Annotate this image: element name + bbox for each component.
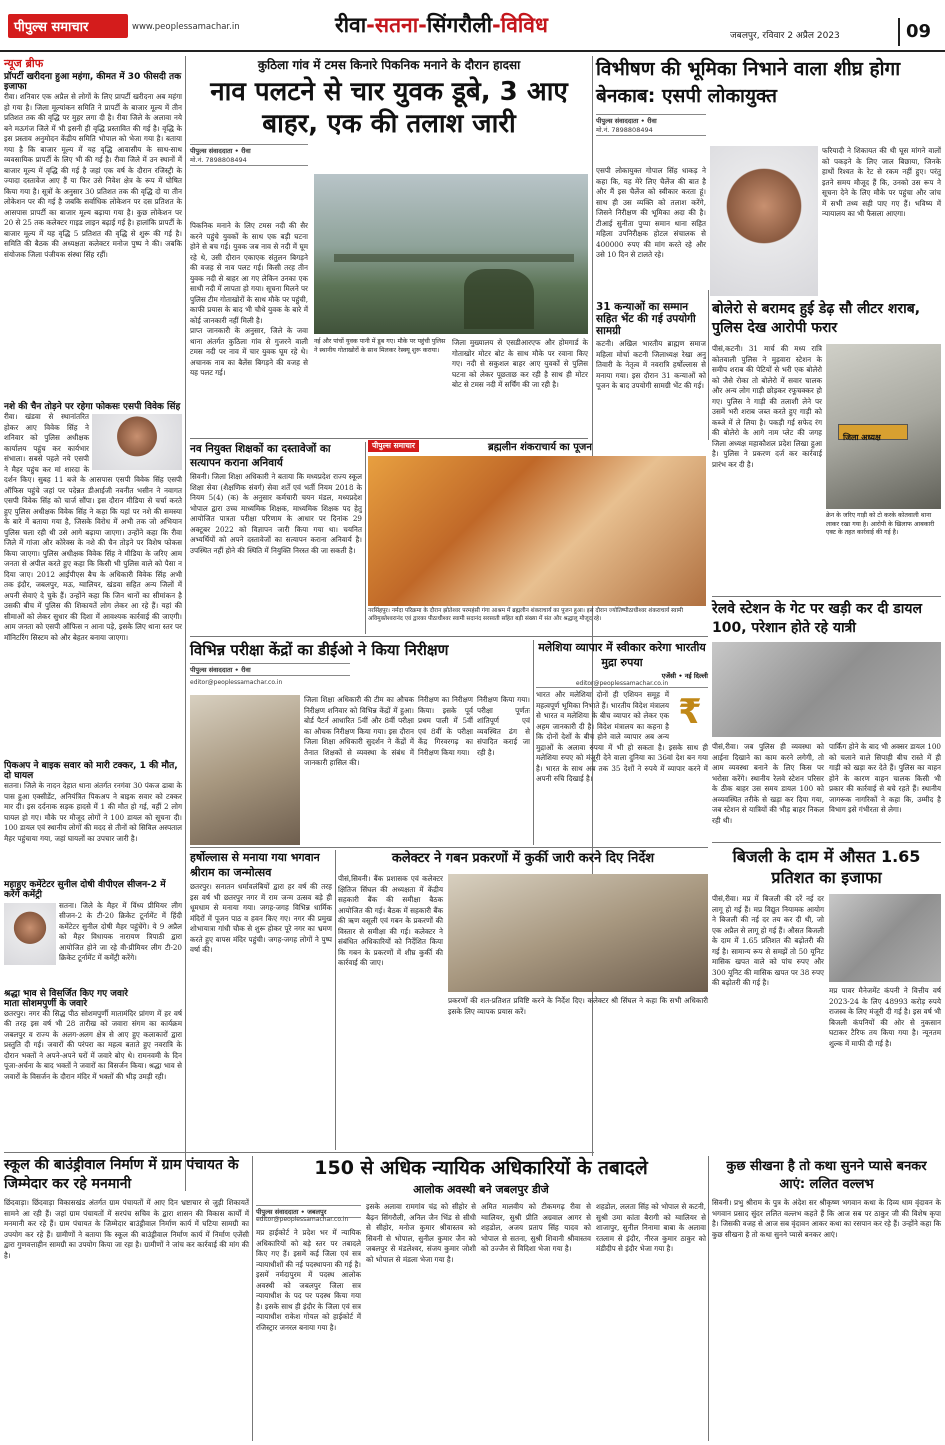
boundary-story xyxy=(4,1156,249,1441)
section-divider xyxy=(190,636,708,637)
boundary-headline: स्कूल की बाउंड्रीवाल निर्माण में ग्राम पंचायत के जिम्मेदार कर रहे मनमानी xyxy=(4,1157,239,1192)
sp-lokayukta-photo xyxy=(710,146,818,296)
transfer-body-col2: इसके अलावा रामगांव चंद्र को सीहोर से बैढ़न सिंगरौली, अनिल जैन भिंड से सीधी से सीहोर, मनोज कुमार श्रीवास्तव को सिवनी से भोपाल, सुनील कुमार जैन को जबलपुर से मंडलेश्वर, संजय कुमार जोशी को भोपाल से मंडला भेजा गया है। xyxy=(366,1202,476,1264)
masthead xyxy=(0,0,945,50)
lead-byline: पीपुल्स संवाददाता • रीवा मो.नं. 7898808494 xyxy=(190,144,308,166)
column-divider xyxy=(185,56,186,1191)
bolero-headline: बोलेरो से बरामद हुई डेढ़ सौ लीटर शराब, पुलिस देख आरोपी फरार xyxy=(712,301,921,336)
sp-story xyxy=(596,56,941,301)
section-divider xyxy=(190,847,708,848)
lead-body: पिकनिक मनाने के लिए टमस नदी की सैर करने पहुंचे युवकों के साथ एक बड़ी घटना होने से बच गई। युवक जब नाव से नदी में घूम रहे थे, उसी दौरान एकाएक संतुलन बिगड़ने की वजह से नाव पलट गई। किसी तरह तीन युवक नदी से बाहर आ गए लेकिन उनका एक साथी नदी में लापता हो गया। सूचना मिलने पर पुलिस टीम गोताखोरों के साथ मौके पर पहुंची, काफी प्रयास के बाद भी चौथे युवक के बारे में कोई जानकारी नहीं मिली है। xyxy=(190,221,309,325)
brief-item xyxy=(4,72,182,398)
dio-body: निरीक्षण किया गया। परीक्षा पूर्णतः शांतिपूर्ण एवं व्यवस्थित ढंग से संपादित कराई जा रही है। xyxy=(477,695,530,757)
collector-meeting-photo xyxy=(448,874,708,992)
kanya-headline: 31 कन्याओं का सम्मान सहित भेंट की गई उपयोगी सामग्री xyxy=(596,301,696,337)
sp-body: एसपी लोकायुक्त गोपाल सिंह धाकड़ ने कहा कि, यह मेरे लिए चैलेंज की बात है और मैं इस चैलेंज को स्वीकार करता हूं। साथ ही उस व्यक्ति को तलाश करेंगे, जिसने निरीक्षण की भूमिका अदा की है। टीआई सुनीता पुप्पा समान थाना सहित महिला उपनिरीक्षक होटल संचालक से 400000 रुपए की मांग करते रहे और उसे 10 दिन से टालते रहे। xyxy=(596,166,706,259)
dio-story xyxy=(190,640,530,845)
kanya-body: कटनी। अखिल भारतीय ब्राह्मण समाज महिला मोर्चा कटनी जिलाध्यक्ष रेखा अनु तिवारी के नेतृत्व में नवरात्रि हर्षोल्लास से मनाया गया। इस दौरान 31 कन्याओं को पूजन के बाद उपयोगी सामग्री भेंट की गई। xyxy=(596,339,706,391)
bijli-body: पीसं,रीवा। मप्र में बिजली की दरें नई दर लागू हो गई हैं। मप्र विद्युत नियामक आयोग ने बिजली की नई दर तय कर दी थी, जो एक अप्रैल से लागू हो गई हैं। औसत बिजली के दाम में 1.65 प्रतिशत की बढ़ोतरी की गई है। सामान्य रूप से समझें तो 50 यूनिट मासिक खपत वाले को पांच रुपए और 300 यूनिट की मासिक खपत पर 38 रुपए की बढ़ोतरी की गई है। xyxy=(712,894,825,987)
masthead-rule xyxy=(0,50,945,52)
dio-email[interactable]: editor@peoplessamachar.co.in xyxy=(190,679,283,686)
boundary-body: छिंदवाड़ा। छिंदवाड़ा विकासखंड अंतर्गत ग्राम पंचायतों में आए दिन भ्रष्टाचार से जुड़ी शिकायतें सामने आ रही हैं। जहां ग्राम पंचायतों में सरपंच सचिव के द्वारा शासन की विकास कार्यों में मनमानी कर रहे हैं। ग्राम पंचायत के जिम्मेदार बाउंड्रीवाल निर्माण कार्य में घटिया सामग्री का उपयोग कर रहे हैं। ग्रामीणों ने बताया कि स्कूल की बाउंड्रीवाल निर्माण कार्य में निर्माण एजेंसी द्वारा गुणवत्ताहीन सामग्री का उपयोग किया जा रहा है। ग्रामीणों ने जांच कर कार्रवाई की मांग की है। xyxy=(4,1198,249,1260)
rupee-icon: ₹ xyxy=(678,692,702,732)
transfer-story xyxy=(256,1156,706,1441)
railway-headline: रेलवे स्टेशन के गेट पर खड़ी कर दी डायल 100, परेशान होते रहे यात्री xyxy=(712,601,922,636)
sp-headline: विभीषण की भूमिका निभाने वाला शीघ्र होगा बेनकाब: एसपी लोकायुक्त xyxy=(596,58,901,107)
boat-accident-photo xyxy=(314,174,588,334)
column-divider xyxy=(533,640,534,845)
ramnavami-headline: हर्षोल्लास से मनाया गया भगवान श्रीराम का जन्मोत्सव xyxy=(190,851,320,879)
dio-body: निरीक्षण का निरीक्षण किया। इसके पूर्व प्रथम पाली में 5वीं एवं 8वीं के परीक्षा केंद्र गिरवरगढ़ का निरीक्षण किया गया। xyxy=(418,695,473,757)
collector-body-col2: प्रकरणों की शत-प्रतिशत प्रविष्टि करने के निर्देश दिए। कलेक्टर श्री सिंघल ने कहा कि सभी अधिकारी इसके लिए व्यापक प्रयास करें। xyxy=(448,996,708,1016)
brief-headline: पिकअप ने बाइक सवार को मारी टक्कर, 1 की मौत, दो घायल xyxy=(4,761,178,782)
lead-photo-caption: नई और पांचों युवक पानी में डूब गए। मौके पर पहुंची पुलिस ने स्थानीय गोताखोरों के साथ मिलकर रेस्क्यू शुरू कराया। xyxy=(314,338,446,354)
brief-column xyxy=(4,56,182,1191)
bijli-photo xyxy=(829,894,941,982)
shiksha-story xyxy=(190,442,362,634)
feature-headline: ब्रह्मलीन शंकराचार्य का पूजन xyxy=(488,442,592,453)
column-divider xyxy=(365,442,366,634)
lead-kicker: कुठिला गांव में टमस किनारे पिकनिक मनाने के दौरान हादसा xyxy=(257,58,521,72)
transfer-body-col3: अमित मालवीय को टीकमगढ़ रीवा से ग्वालियर, सुश्री प्रीति अग्रवाल आगर से शहडोल, अजय प्रताप सिंह यादव को भोपाल से सतना, सुश्री शिवानी श्रीवास्तव को उज्जैन से विदिशा भेजा गया है। xyxy=(481,1202,591,1253)
ramnavami-body: छतरपुर। सनातन धर्मावलंबियों द्वारा हर वर्ष की तरह इस वर्ष भी छतरपुर नगर में राम जन्म उत्सव बड़े ही धूमधाम से मनाया गया। जगह-जगह विभिन्न धार्मिक मंदिरों में पूजन पाठ व हवन किए गए। नगर की प्रमुख शोभायात्रा गांधी चौक से शुरू होकर पूरे नगर का भ्रमण करते हुए वापस मंदिर पहुंची। जगह-जगह लोगों ने पुष्प वर्षा की। xyxy=(190,882,332,954)
malaysia-email[interactable]: editor@peoplessamachar.co.in xyxy=(536,680,708,688)
section-divider xyxy=(712,842,941,843)
exam-photo xyxy=(190,695,300,845)
collector-story xyxy=(338,850,708,1150)
brief-headline: प्रॉपर्टी खरीदना हुआ महंगा, कीमत में 30 फीसदी तक इजाफा xyxy=(4,72,182,93)
kanya-story xyxy=(596,302,706,442)
newspaper-logo: पीपुल्स समाचार xyxy=(8,14,128,38)
bijli-body-col2: मप्र पावर मैनेजमेंट कंपनी ने वित्तीय वर्ष 2023-24 के लिए 48993 करोड़ रुपये राजस्व के लिए मंजूरी दी गई है। इस वर्ष भी बिजली कंपनियों की ओर से नुकसान घटाकर टैरिफ तय किया गया है। न्यूनतम शुल्क में माफी दी गई है। xyxy=(829,986,941,1048)
malaysia-headline: मलेशिया व्यापार में स्वीकार करेगा भारतीय मुद्रा रुपया xyxy=(538,641,706,669)
shankaracharya-photo xyxy=(368,456,706,606)
railway-body-col2: पार्किंग होने के बाद भी अक्सर डायल 100 को चलाने वाले सिपाही बीच रास्ते में ही गाड़ी को खड़ा कर देते हैं। पुलिस का वाहन होने के कारण वाहन चालक किसी भी प्रकार की कार्रवाई से बचे रहते हैं। स्थानीय जागरूक नागरिकों ने कहा कि, उम्मीद है विभाग इसे गंभीरता से लेगा। xyxy=(829,742,941,814)
shiksha-body: सिवनी। जिला शिक्षा अधिकारी ने बताया कि मध्यप्रदेश राज्य स्कूल शिक्षा सेवा (शैक्षणिक संवर्ग) सेवा शर्तें एवं भर्ती नियम 2018 के नियम 5(4) (क) के अनुसार कर्मचारी चयन मंडल, मध्यप्रदेश भोपाल द्वारा उच्च माध्यमिक शिक्षक, माध्यमिक शिक्षक पद हेतु आयोजित पात्रता परीक्षा परिणाम के आधार पर दिनांक 29 अक्टूबर 2022 को विज्ञापन जारी किया गया था। चयनित अभ्यर्थियों को अपने दस्तावेजों का सत्यापन कराना अनिवार्य है। उपस्थित नहीं होने की स्थिति में नियुक्ति निरस्त की जा सकती है। xyxy=(190,472,362,555)
malaysia-byline: एजेंसी • नई दिल्ली xyxy=(661,672,708,680)
bijli-headline: बिजली के दाम में औसत 1.65 प्रतिशत का इजाफा xyxy=(732,847,921,887)
brief-headline: नशे की चैन तोड़ने पर रहेगा फोकसः एसपी विवेक सिंह xyxy=(4,402,181,413)
sp-byline: पीपुल्स संवाददाता • रीवा मो.नं. 7898808494 xyxy=(596,114,706,136)
shankaracharya-caption: नरसिंहपुर। नर्मदा परिक्रमा के दौरान झोतेश्वर परमहंसी गंगा आश्रम में ब्रह्मलीन शंकराचार्य का पूजन हुआ। इस दौरान ज्योतिष्पीठाधीश्वर शंकराचार्य स्वामी अविमुक्तेश्वरानंद एवं द्वारका पीठाधीश्वर स्वामी सदानंद सरस्वती सहित बड़ी संख्या में संत और श्रद्धालु मौजूद रहे। xyxy=(368,608,684,622)
column-divider xyxy=(335,850,336,1150)
brief-body: रीवा। खंडवा से स्थानांतरित होकर आए विवेक सिंह ने शनिवार को पुलिस अधीक्षक कार्यालय पहुंच कर कार्यभार संभाला। सबसे पहले नये एसपी ने मैहर पहुंच कर मां शारदा के दर्शन किए। सुबह 11 बजे के आसपास एसपी विवेक सिंह एसपी ऑफिस पहुंचे जहां पर पदेन्नत डीआईजी नवनीत भसीन ने नवागत एसपी विवेक सिंह को चार्ज सौंपा। इस दौरान मीडिया से चर्चा करते हुए पुलिस अधीक्षक विवेक सिंह ने कहा कि यहां पर नशे की समस्या के बारे में बताया गया है, जिसके विरोध में अभी तक जो अभियान पुलिस चला रही थी उसे आगे बढ़ाया जाएगा। उन्होंने कहा कि रीवा जिले में गांजा और कोरेक्स के नशे की चैन तोड़ने पर विशेष फोकस किया जाएगा। पुलिस अधीक्षक विवेक सिंह ने मीडिया के जरिए आम जनता से अपील करते हुए कहा कि किसी भी पुलिस वाले को पैसा न दिया जाए। 2012 आईपीएस बैच के अधिकारी विवेक सिंह अभी तक इंदौर, जबलपुर, मऊ, ग्वालियर, खंडवा सहित अन्य जिलों में अपनी सेवाएं दे चुके हैं। उन्होंने कहा कि जिन थानों का सीमांकन है उसकी बीच में पुलिस की शिकायतें लोग लेकर आ रहे हैं। यहां की सीमाओं को लेकर सुधार की दिशा में आवश्यक कार्रवाई की जाएगी। आम जनता को एसपी ऑफिस न आना पड़े, इसके लिए थाना स्तर पर मॉनिटरिंग सिस्टम को और बेहतर बनाया जाएगा। xyxy=(4,412,182,642)
railway-story xyxy=(712,600,941,840)
brief-label: न्यूज ब्रीफ xyxy=(4,57,44,70)
section-divider xyxy=(712,596,941,597)
brief-item xyxy=(4,880,182,984)
malaysia-story xyxy=(536,640,708,845)
brief-item xyxy=(4,402,182,757)
dateline: जबलपुर, रविवार 2 अप्रैल 2023 xyxy=(730,31,840,41)
brief-item xyxy=(4,989,182,1125)
transfer-body: मप्र हाईकोर्ट ने प्रदेश भर में न्यायिक अधिकारियों को बड़े स्तर पर तबादले किए गए हैं। इसमें कई जिला एवं सत्र न्यायाधीशों की नई पदस्थापना की गई है। इसमें नर्मदापुरम में पदस्थ आलोक अवस्थी को जबलपुर जिला सत्र न्यायाधीश के पद पर पदस्थ किया गया है। इसके साथ ही इंदौर के जिला एवं सत्र न्यायाधीश राकेश गोयल को हाईकोर्ट में रजिस्ट्रार जनरल बनाया गया है। xyxy=(256,1228,361,1332)
malaysia-body: भारत और मलेशिया दोनों ही एशियन समूह में महत्वपूर्ण भूमिका निभाते हैं। भारतीय विदेश मंत्रालय से भारत व मलेशिया के बीच व्यापार को लेकर एक अहम जानकारी दी है। विदेश मंत्रालय का कहना है कि दोनों देशों के बीच होने वाले व्यापार अब अन्य मुद्राओं के अलावा रुपया में भी हो सकता है। इसके साथ ही मलेशिया रुपए को मंजूरी देने वाला दुनिया का 36वां देश बन गया है। भारत के साथ अब तक 35 देशों ने रुपये में व्यापार करने में अपनी रुचि दिखाई है। xyxy=(536,690,708,783)
bolero-story xyxy=(712,300,941,595)
bijli-story xyxy=(712,846,941,1156)
column-divider xyxy=(252,1156,253,1441)
dio-body: जिला शिक्षा अधिकारी की टीम का औचक निरीक्षण शनिवार को विभिन्न केंद्रों में हुआ। बोर्ड पैटर्न आधारित 5वीं और 8वीं परीक्षा का औचक निरीक्षण किया गया। इस दौरान जिला शिक्षा अधिकारी सुदर्शन ने केंद्रों में तैनात शिक्षकों से व्यवस्था के संबंध में जानकारी हासिल की। xyxy=(304,695,414,767)
brief-item xyxy=(4,761,182,876)
brief-body: रीवा। शनिवार एक अप्रैल से लोगों के लिए प्रापर्टी खरीदना अब महंगा हो गया है। जिला मूल्यांकन समिति ने प्रापर्टी के बाजार मूल्य में तीन प्रतिशत तक की वृद्धि पर मुहर लगा दी है। रीवा जिले के अलावा नये बने मऊगंज जिले में भी इसनी ही वृद्धि प्रस्तावित की गई है। वृद्धि के इस प्रस्ताव अनुमोदन केंद्रीय समिति भोपाल को भेजा गया है। बताया गया है कि बाजार मूल्य में यह वृद्धि आवासीय के साथ-साथ व्यवसायिक प्रापर्टी के लिए भी की गई है। रीवा जिले में उन स्थानों में बाजार मूल्य में वृद्धि की गई है जहां एक वर्ष के दौरान रजिस्ट्री के ज्यादा दस्तावेज आए हैं या फिर उसे निवेश क्षेत्र के रूप में घोषित किया गया है। सूत्रों के अनुसार 30 प्रतिशत तक की वृद्धि दो या तीन लोकेशन पर की गई है जबकि सर्वाधिक लोकेशन पर दस प्रतिशत के आसपास प्रापर्टी का बाजार मूल्य बढ़ाया गया है। कुछ लोकेशन पर 20 से 25 तक कलेक्टर गाइड लाइन बढ़ाई गई है। हालांकि प्रापर्टी के बाजार मूल्य में यह वृद्धि 5 प्रतिशत की वृद्धि से शुरू की गई है। समिति की बैठक की अध्यक्षता कलेक्टर मनोज पुष्प ने की। जबकि संयोजक जिला पंजीयक संस्था सिंह रहीं। xyxy=(4,92,182,259)
shankaracharya-feature xyxy=(368,438,706,634)
page-number: 09 xyxy=(906,21,932,42)
brief-body: छतरपुर। नगर की सिद्ध पीठ सोशमपुर्णी मातामंदिर प्रांगण में हर वर्ष की तरह इस वर्ष भी 28 तारीख को जवारा संगम का कार्यक्रम जबलपुर व राज्य के अलग-अलग क्षेत्र से आए हुए कलाकारों द्वारा प्रस्तुति दी गई। जवारों की परंपरा का महत्व बताते हुए नवरात्रि के दौरान भक्तों ने अपने-अपने घरों में जवारे बोए थे। रामनवमी के दिन पूजा-अर्चना के बाद भक्तों ने जवारों का विसर्जन किया। श्रद्धा भाव से जवारों के विसर्जन के दौरान मंदिर में भक्तों की भीड़ उमड़ी रही। xyxy=(4,1008,182,1081)
collector-body: पीसं,सिवनी। बैंक प्रशासक एवं कलेक्टर क्षितिज सिंघल की अध्यक्षता में केंद्रीय सहकारी बैंक की समीक्षा बैठक आयोजित की गई। बैठक में सहकारी बैंक की ऋण वसूली एवं गबन के प्रकरणों की विस्तार से समीक्षा की गई। कलेक्टर ने संबंधित अधिकारियों को निर्देशित किया कि गबन के प्रकरणों में शीघ्र कुर्की की कार्रवाई की जाए। xyxy=(338,874,443,967)
lead-story xyxy=(190,56,588,436)
brief-body: सतना। जिले के मैहर में विंध्य प्रीमियर लीग सीजन-2 के टी-20 क्रिकेट टूर्नामेंट में हिंदी कमेंटेटर सुनील दोषी मैहर पहुंचेंगे। ये 9 अप्रैल को मैहर विधायक नारायण त्रिपाठी द्वारा आयोजित होने जा रहे वी-प्रीमियर लीग टी-20 क्रिकेट टूर्नामेंट में कमेंट्री करेंगे। xyxy=(59,900,182,963)
brief-headline: महाहुए कमेंटेटर सुनील दोषी वीपीएल सीजन-2 में करेंगे कमेंट्री xyxy=(4,880,166,901)
feature-logo: पीपुल्स समाचार xyxy=(368,440,419,452)
ramnavami-story xyxy=(190,850,332,1150)
katha-story xyxy=(712,1158,941,1441)
bolero-body: पीसं,कटनी। 31 मार्च की मध्य रात्रि कोतवाली पुलिस ने मुड़वारा स्टेशन के समीप शराब की पेटियों से भरी एक बोलेरो को जैसे रोका तो बोलेरो में सवार चालक और अन्य लोग गाड़ी छोड़कर रफूचक्कर हो गए। पुलिस ने गाड़ी की तलाशी लेने पर उसमें भरी शराब जब्त करते हुए गाड़ी को कब्जे में ले लिया है। पकड़ी गई सफेद रंग की बोलेरो के आगे नाम प्लेट की जगह जिला अध्यक्ष महाकौशल प्रदेश लिखा हुआ है। पुलिस ने प्रकरण दर्ज कर कार्रवाई प्रारंभ कर दी है। xyxy=(712,344,822,469)
lead-body: प्राप्त जानकारी के अनुसार, जिले के जवा थाना अंतर्गत कुठिला गांव से गुजरने वाली टमस नदी पर नाव में चार युवक घूम रहे थे। अचानक नाव का बैलेंस बिगड़ने की वजह से यह पलट गई। xyxy=(190,326,308,377)
brief-headline: माता सोशमपुर्णी के जवारे xyxy=(4,998,88,1009)
feature-header xyxy=(368,438,706,454)
shiksha-headline: नव नियुक्त शिक्षकों का दस्तावेजों का सत्यापन कराना अनिवार्य xyxy=(190,443,331,469)
commentator-photo xyxy=(4,903,56,965)
bolero-caption: क्रेन के जरिए गाड़ी को टो करके कोतवाली थाना लाकर रखा गया है। आरोपी के खिलाफ आबकारी एक्ट के तहत कार्रवाई की गई है। xyxy=(826,512,935,536)
railway-photo xyxy=(712,642,941,737)
sp-body-col2: फरियादी ने शिकायत की थी घूस मांगने वालों को पकड़ने के लिए जाल बिछाया, जिनके हाथों रिश्वत के रेट से रकम नहीं हुए। परंतु इतने समय मौजूद हैं कि, उनको उस रूप ने सूचना देने के लिए मौके पर पहुंचा और जांच में सभी तथ्य सही पाए गए हैं। भविष्य में न्यायालय का भी फैसला आएगा। xyxy=(822,146,941,218)
section-divider xyxy=(4,1152,594,1153)
section-title: रीवा-सतना-सिंगरौली-विविध xyxy=(335,13,548,37)
transfer-headline: 150 से अधिक न्यायिक अधिकारियों के तबादले xyxy=(314,1157,648,1179)
transfer-body-col4: शहडोल, ललता सिंह को भोपाल से कटनी, सुश्री उमा कांता बैरागी को ग्वालियर से शाजापुर, सुनील निनामा बाबा के अलावा रतलाम से इंदौर, नीरज कुमार ठाकुर को मंडीदीप से इंदौर भेजा गया है। xyxy=(596,1202,706,1253)
plate-text: जिला अध्यक्ष xyxy=(843,433,881,442)
website-url[interactable]: www.peoplessamachar.in xyxy=(132,22,240,32)
bolero-photo xyxy=(826,344,941,509)
transfer-email[interactable]: editor@peoplessamachar.co.in xyxy=(256,1216,349,1223)
dio-headline: विभिन्न परीक्षा केंद्रों का डीईओ ने किया निरीक्षण xyxy=(190,641,449,659)
transfer-byline: पीपुल्स संवाददाता • जबलपुर xyxy=(256,1205,361,1218)
sp-vivek-photo xyxy=(92,414,182,470)
lead-headline: नाव पलटने से चार युवक डूबे, 3 आए बाहर, एक की तलाश जारी xyxy=(210,77,568,139)
brief-body: सतना। जिले के नादन देहात थाना अंतर्गत रनगंवा 30 पंकज ढाबा के पास हुआ एक्सीडेंट, अनियंत्रित पिकअप ने बाइक सवार को टक्कर मार दी। इस दर्दनाक सड़क हादसे में 1 की मौत हो गई, वहीं 2 लोग घायल हो गए। मौके पर मौजूद लोगों ने 100 डायल को सूचना दी।100 डायल एवं स्थानीय लोगों की मदद से तीनों को सिविल अस्पताल मैहर पहुंचाया गया, जहां घायलों का उपचार जारी है। xyxy=(4,781,182,843)
katha-body: सिवनी। प्रभु श्रीराम के पुत्र के अंदेश सर श्रीकृष्ण भगवान कथा के दिव्य धाम वृंदावन के भगवान प्रसाद सुंदर ललित वल्लभ कहते हैं कि आज सब पर ठाकुर जी की विशेष कृपा है। जिसकी वजह से आज सब वृंदावन आकर कथा का रसपान कर रहे हैं। उन्होंने कहा कि कुछ सीखना है तो कथा सुनने प्यासे बनकर आएं। xyxy=(712,1198,941,1239)
collector-headline: कलेक्टर ने गबन प्रकरणों में कुर्की जारी करने दिए निर्देश xyxy=(391,851,655,866)
page-number-box xyxy=(898,18,938,46)
dio-byline: पीपुल्स संवाददाता • रीवा xyxy=(190,663,350,676)
katha-headline: कुछ सीखना है तो कथा सुनने प्यासे बनकर आएं: ललित वल्लभ xyxy=(726,1159,927,1192)
railway-body: पीसं,रीवा। जब पुलिस ही व्यवस्था को आईना दिखाने का काम करने लगेगी, तो आम व्यवस्था बनाने के लिए किस पर भरोसा करेंगे। स्थानीय रेलवे स्टेशन परिसर के ठीक बाहर उस समय डायल 100 को अव्यवस्थित तरीके से खड़ा कर दिया गया, जब स्टेशन से यात्रियों की भीड़ बाहर निकल रही थी। xyxy=(712,742,824,825)
column-divider xyxy=(708,1156,709,1441)
lead-body: जिला मुख्यालय से एसडीआरएफ और होमगार्ड के गोताखोर मोटर बोट के साथ मौके पर रवाना किए गए। नदी से सकुशल बाहर आए युवकों से पुलिस घटना को लेकर पूछताछ कर रही है साथ ही मोटर बोट से टमस नदी में सर्चिंग की जा रही है। xyxy=(452,338,588,389)
transfer-subhead: आलोक अवस्थी बने जबलपुर डीजे xyxy=(413,1183,549,1196)
column-divider xyxy=(708,290,709,440)
brief-headline: श्रद्धा भाव से विसर्जित किए गए जवारे xyxy=(4,988,128,999)
